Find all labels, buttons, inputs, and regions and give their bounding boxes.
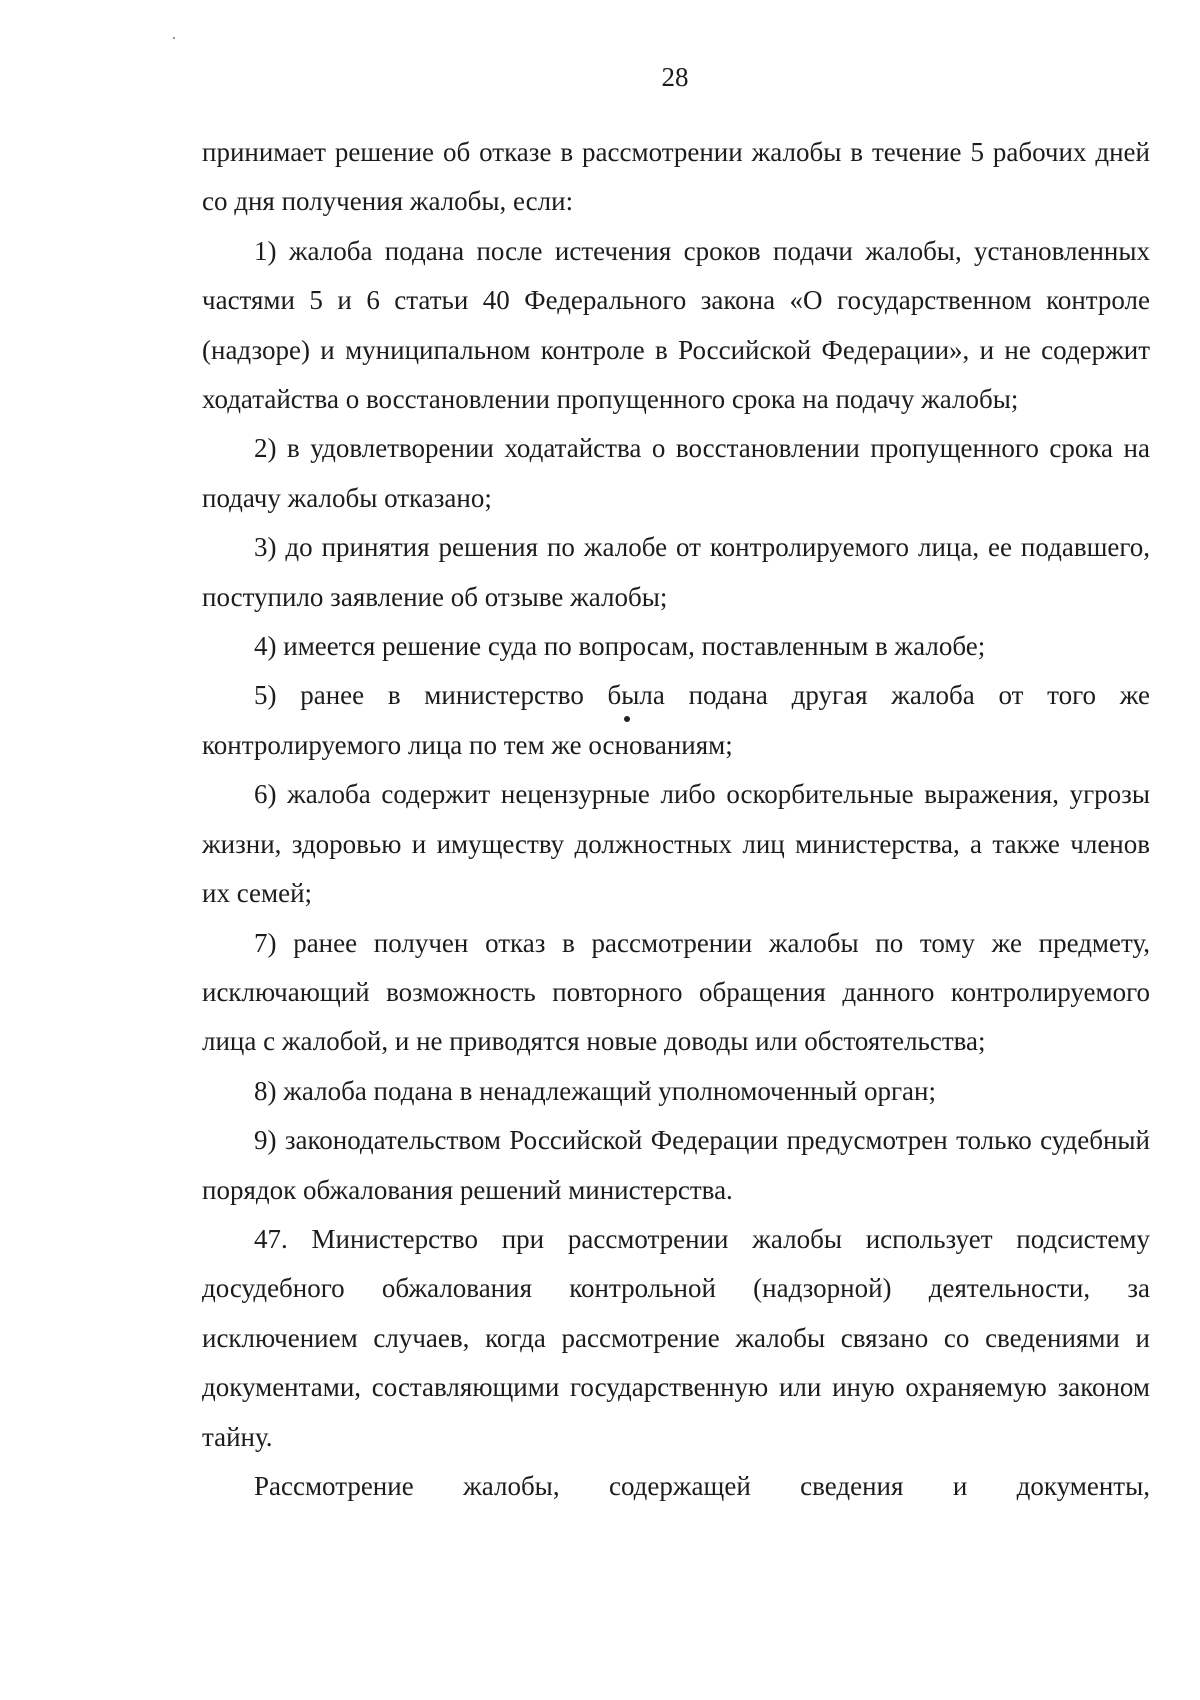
paragraph-item-7: 7) ранее получен отказ в рассмотрении жалобы по тому же предмету, исключающий возможность повторного обращения данного контролируемого лица с жалобой, и не приводятся новые доводы или обстоятельства;: [202, 927, 1150, 1057]
paragraph-item-6: 6) жалоба содержит нецензурные либо оскорбительные выражения, угрозы жизни, здоровью и имуществу должностных лиц министерства, а также членов их семей;: [202, 779, 1150, 909]
paragraph-item-2: 2) в удовлетворении ходатайства о восстановлении пропущенного срока на подачу жалобы отказано;: [202, 433, 1150, 513]
scan-speck: [173, 37, 175, 39]
paragraph-item-9: 9) законодательством Российской Федерации предусмотрен только судебный порядок обжалования решений министерства.: [202, 1125, 1150, 1205]
paragraph-section-47: 47. Министерство при рассмотрении жалобы использует подсистему досудебного обжалования контрольной (надзорной) деятельности, за исключением случаев, когда рассмотрение жалобы связано со сведениями и документами, составляющими государственную или иную охраняемую законом тайну.: [202, 1223, 1150, 1452]
page-number: 28: [661, 62, 689, 92]
paragraph-intro: принимает решение об отказе в рассмотрении жалобы в течение 5 рабочих дней со дня получения жалобы, если:: [202, 137, 1150, 217]
paragraph-item-3: 3) до принятия решения по жалобе от контролируемого лица, ее подавшего, поступило заявление об отзыве жалобы;: [202, 532, 1150, 612]
paragraph-item-5: 5) ранее в министерство была подана другая жалоба от того же контролируемого лица по тем же основаниям;: [202, 680, 1150, 760]
paragraph-item-1: 1) жалоба подана после истечения сроков подачи жалобы, установленных частями 5 и 6 статьи 40 Федерального закона «О государственном контроле (надзоре) и муниципальном контроле в Российской Федерации», и не содержит ходатайства о восстановлении пропущенного срока на подачу жалобы;: [202, 235, 1150, 415]
paragraph-item-4: 4) имеется решение суда по вопросам, поставленным в жалобе;: [254, 631, 986, 662]
paragraph-item-8: 8) жалоба подана в ненадлежащий уполномоченный орган;: [254, 1075, 936, 1106]
document-body: [202, 128, 1150, 1511]
paragraph-continuation: Рассмотрение жалобы, содержащей сведения и документы,: [254, 1470, 1150, 1501]
